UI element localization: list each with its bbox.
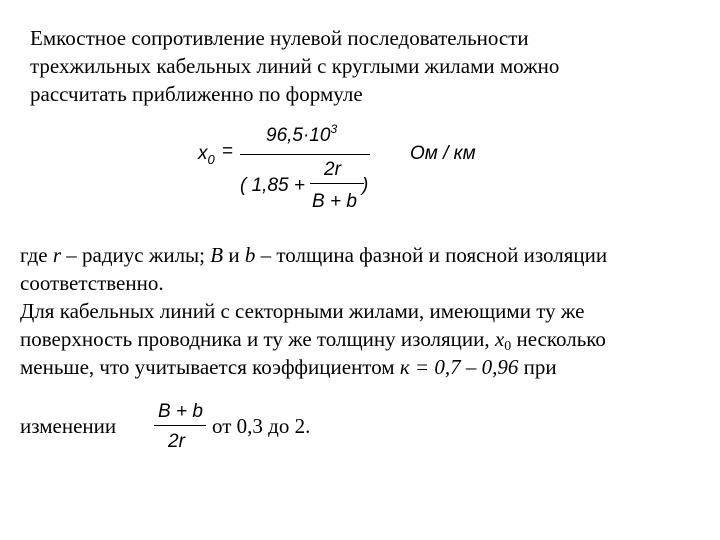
- capacitive-resistance-formula: [198, 120, 518, 220]
- main-fraction-line: [240, 154, 370, 155]
- denominator-close: ): [362, 175, 369, 196]
- var-r: r: [52, 243, 62, 267]
- var-B: B: [210, 243, 224, 267]
- explanation-paragraph: [20, 241, 710, 381]
- intro-line-3: рассчитать приближенно по формуле: [30, 82, 363, 106]
- intro-line-1: Емкостное сопротивление нулевой последовательности: [30, 26, 529, 50]
- body-l4-a: поверхность проводника и ту же толщину изоляции,: [20, 327, 495, 351]
- intro-line-2: трехжильных кабельных линий с круглыми жилами можно: [30, 54, 560, 78]
- formula-numerator: [266, 122, 338, 146]
- formula-unit: Ом / км: [410, 143, 476, 164]
- var-x0: x: [494, 327, 505, 351]
- body-l4-b: несколько: [511, 327, 606, 351]
- variation-line: [20, 400, 710, 460]
- body-line-5: [20, 353, 710, 381]
- formula-lhs: [198, 144, 215, 170]
- formula-numerator-value: 96,5·10: [266, 125, 331, 146]
- body-line-1: [20, 241, 710, 269]
- formula-equals: =: [222, 141, 234, 162]
- formula-lhs-sub: 0: [207, 151, 215, 167]
- inner-numerator: 2r: [324, 159, 341, 180]
- body-l1-a: где: [20, 243, 53, 267]
- variation-word: изменении: [20, 414, 117, 438]
- formula-lhs-var: x: [198, 143, 208, 164]
- body-l1-b: – радиус жилы;: [61, 243, 211, 267]
- body-l1-c: и: [223, 243, 245, 267]
- inner-denominator: B + b: [312, 191, 357, 212]
- variation-range: от 0,3 до 2.: [212, 414, 311, 438]
- denominator-open: ( 1,85 +: [240, 175, 305, 196]
- formula-numerator-exp: 3: [330, 122, 338, 136]
- coefficient-range: к = 0,7 – 0,96: [399, 355, 519, 379]
- body-l1-d: – толщина фазной и поясной изоляции: [255, 243, 608, 267]
- ratio-denominator: 2r: [168, 431, 185, 452]
- var-b: b: [244, 243, 256, 267]
- body-line-3: Для кабельных линий с секторными жилами, имеющими ту же: [20, 299, 585, 323]
- var-x0-sub: 0: [504, 339, 512, 354]
- intro-paragraph: [30, 24, 690, 108]
- ratio-fraction-line: [154, 425, 206, 426]
- body-line-4: [20, 325, 710, 353]
- body-line-2: соответственно.: [20, 271, 164, 295]
- ratio-numerator: B + b: [158, 401, 203, 422]
- inner-fraction-line: [310, 183, 364, 184]
- body-l5-b: при: [518, 355, 557, 379]
- body-l5-a: меньше, что учитывается коэффициентом: [20, 355, 400, 379]
